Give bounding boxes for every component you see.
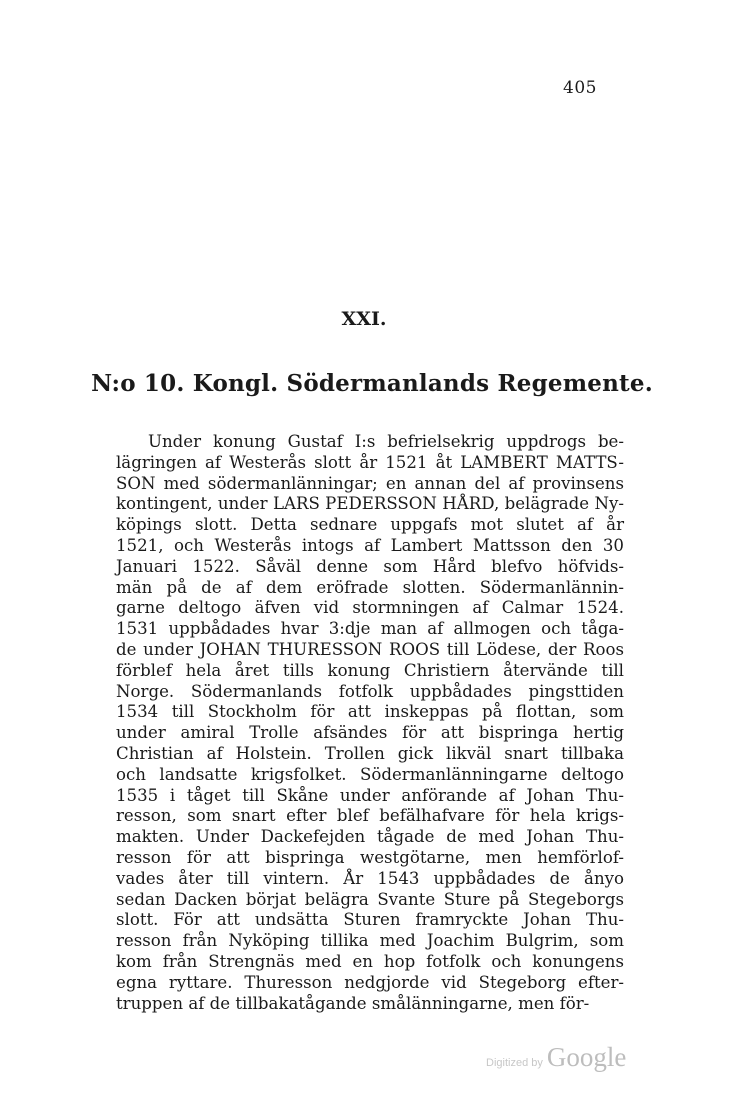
text-line: resson, som snart efter blef befälhafvare för hela krigs- [116,806,624,826]
section-numeral: XXI. [341,308,387,330]
text-line: kontingent, under LARS PEDERSSON HÅRD, belägrade Ny- [116,494,624,514]
text-line: egna ryttare. Thuresson nedgjorde vid Stegeborg efter- [116,972,624,992]
text-line: sedan Dacken börjat belägra Svante Sture på Stegeborgs [116,889,624,909]
text-line: SON med södermanlänningar; en annan del af provinsens [116,473,624,493]
text-line: Norge. Södermanlands fotfolk uppbådades pingsttiden [116,681,624,701]
text-line: slott. För att undsätta Sturen framryckte Johan Thu- [116,910,624,930]
text-line: garne deltogo äfven vid stormningen af Calmar 1524. [116,598,624,618]
text-line: resson från Nyköping tillika med Joachim Bulgrim, som [116,931,624,951]
text-line: 1521, och Westerås intogs af Lambert Mattsson den 30 [116,535,624,555]
text-line: truppen af de tillbakatågande smålänningarne, men för- [116,993,590,1013]
body-text [116,432,624,1014]
text-line: 1534 till Stockholm för att inskeppas på flottan, som [116,702,624,722]
page-number: 405 [563,78,597,98]
text-line: makten. Under Dackefejden tågade de med Johan Thu- [116,827,624,847]
text-line: vades åter till vintern. År 1543 uppbådades de ånyo [116,868,624,888]
text-line: 1535 i tåget till Skåne under anförande af Johan Thu- [116,785,624,805]
text-line: lägringen af Westerås slott år 1521 åt LAMBERT MATTS- [116,452,624,472]
digitized-watermark [486,1042,626,1073]
watermark-prefix: Digitized by [486,1057,543,1069]
regiment-title: N:o 10. Kongl. Södermanlands Regemente. [91,370,653,397]
google-logo: Google [546,1042,627,1072]
text-line: under amiral Trolle afsändes för att bispringa hertig [116,723,624,743]
text-line: förblef hela året tills konung Christiern återvände till [116,660,624,680]
text-line: Christian af Holstein. Trollen gick likväl snart tillbaka [116,743,624,763]
text-line: köpings slott. Detta sednare uppgafs mot slutet af år [116,515,624,535]
text-line: 1531 uppbådades hvar 3:dje man af allmogen och tåga- [116,619,624,639]
text-line: resson för att bispringa westgötarne, men hemförlof- [116,847,624,867]
text-line: män på de af dem eröfrade slotten. Södermanlännin- [116,577,624,597]
text-line: Januari 1522. Såväl denne som Hård blefvo höfvids- [116,556,624,576]
text-line: och landsatte krigsfolket. Södermanlänningarne deltogo [116,764,624,784]
text-line: de under JOHAN THURESSON ROOS till Lödese, der Roos [116,639,624,659]
text-line: kom från Strengnäs med en hop fotfolk och konungens [116,951,624,971]
text-line: Under konung Gustaf I:s befrielsekrig uppdrogs be- [148,432,624,451]
